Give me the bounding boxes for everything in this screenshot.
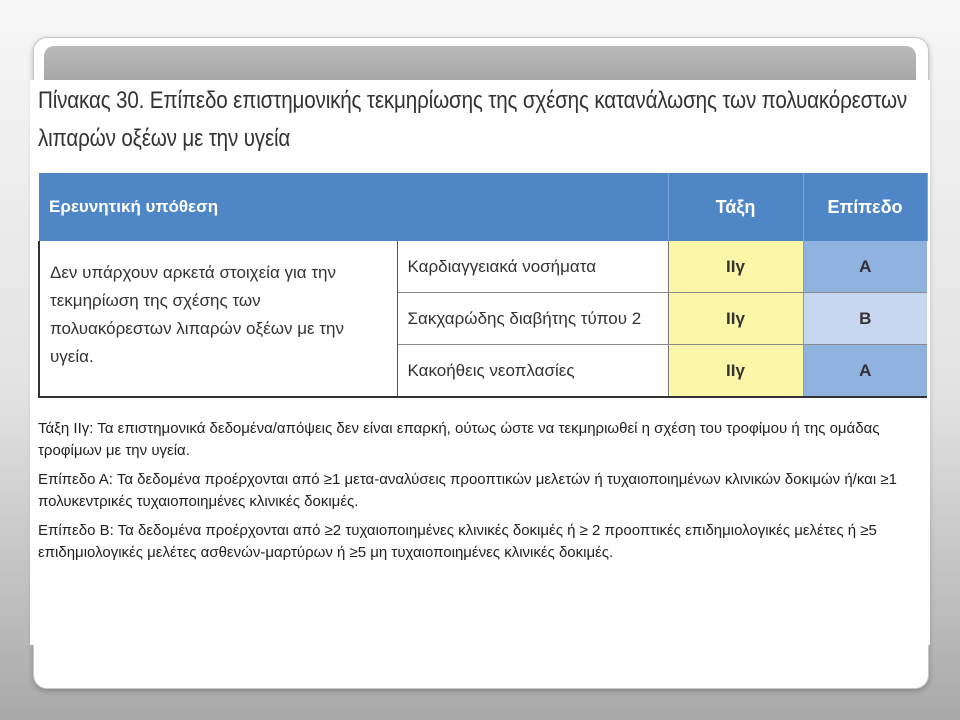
outcome-cell: Σακχαρώδης διαβήτης τύπου 2 xyxy=(397,293,668,345)
grade-cell: IIγ xyxy=(668,241,803,293)
level-cell: A xyxy=(803,241,927,293)
level-cell: A xyxy=(803,345,927,398)
table-header-row xyxy=(39,173,927,241)
column-header-grade: Τάξη xyxy=(668,173,803,241)
grade-cell: IIγ xyxy=(668,345,803,398)
grade-cell: IIγ xyxy=(668,293,803,345)
table-figure xyxy=(30,80,930,645)
table-notes xyxy=(38,418,928,571)
outcome-cell: Κακοήθεις νεοπλασίες xyxy=(397,345,668,398)
note-level-b-definition: Επίπεδο Β: Τα δεδομένα προέρχονται από ≥2 τυχαιοποιημένες κλινικές δοκιμές ή ≥ 2 προοπτικές επιδημιολογικές μελέτες ή ≥5 επιδημιολογικές μελέτες ασθενών-μαρτύρων ή ≥5 μη τυχαιοποιημένες κλινικές δοκιμές. xyxy=(38,522,877,561)
outcome-cell: Καρδιαγγειακά νοσήματα xyxy=(397,241,668,293)
table-title: Πίνακας 30. Επίπεδο επιστημονικής τεκμηρίωσης της σχέσης κατανάλωσης των πολυακόρεστων λιπαρών οξέων με την υγεία xyxy=(38,87,908,152)
evidence-table xyxy=(38,173,928,398)
table-row xyxy=(39,241,927,293)
note-level-a-definition: Επίπεδο Α: Τα δεδομένα προέρχονται από ≥1 μετα-αναλύσεις προοπτικών μελετών ή τυχαιοποιημένων κλινικών δοκιμών ή/και ≥1 πολυκεντρικές τυχαιοποιημένες κλινικές δοκιμές. xyxy=(38,471,897,510)
column-header-hypothesis: Ερευνητική υπόθεση xyxy=(39,173,668,241)
note-grade-definition: Τάξη IIγ: Τα επιστημονικά δεδομένα/απόψεις δεν είναι επαρκή, ούτως ώστε να τεκμηριωθεί η σχέση του τροφίμου ή της ομάδας τροφίμων με την υγεία. xyxy=(38,420,880,459)
column-header-level: Επίπεδο xyxy=(803,173,927,241)
level-cell: B xyxy=(803,293,927,345)
hypothesis-cell: Δεν υπάρχουν αρκετά στοιχεία για την τεκμηρίωση της σχέσης των πολυακόρεστων λιπαρών οξέων με την υγεία. xyxy=(39,241,397,397)
